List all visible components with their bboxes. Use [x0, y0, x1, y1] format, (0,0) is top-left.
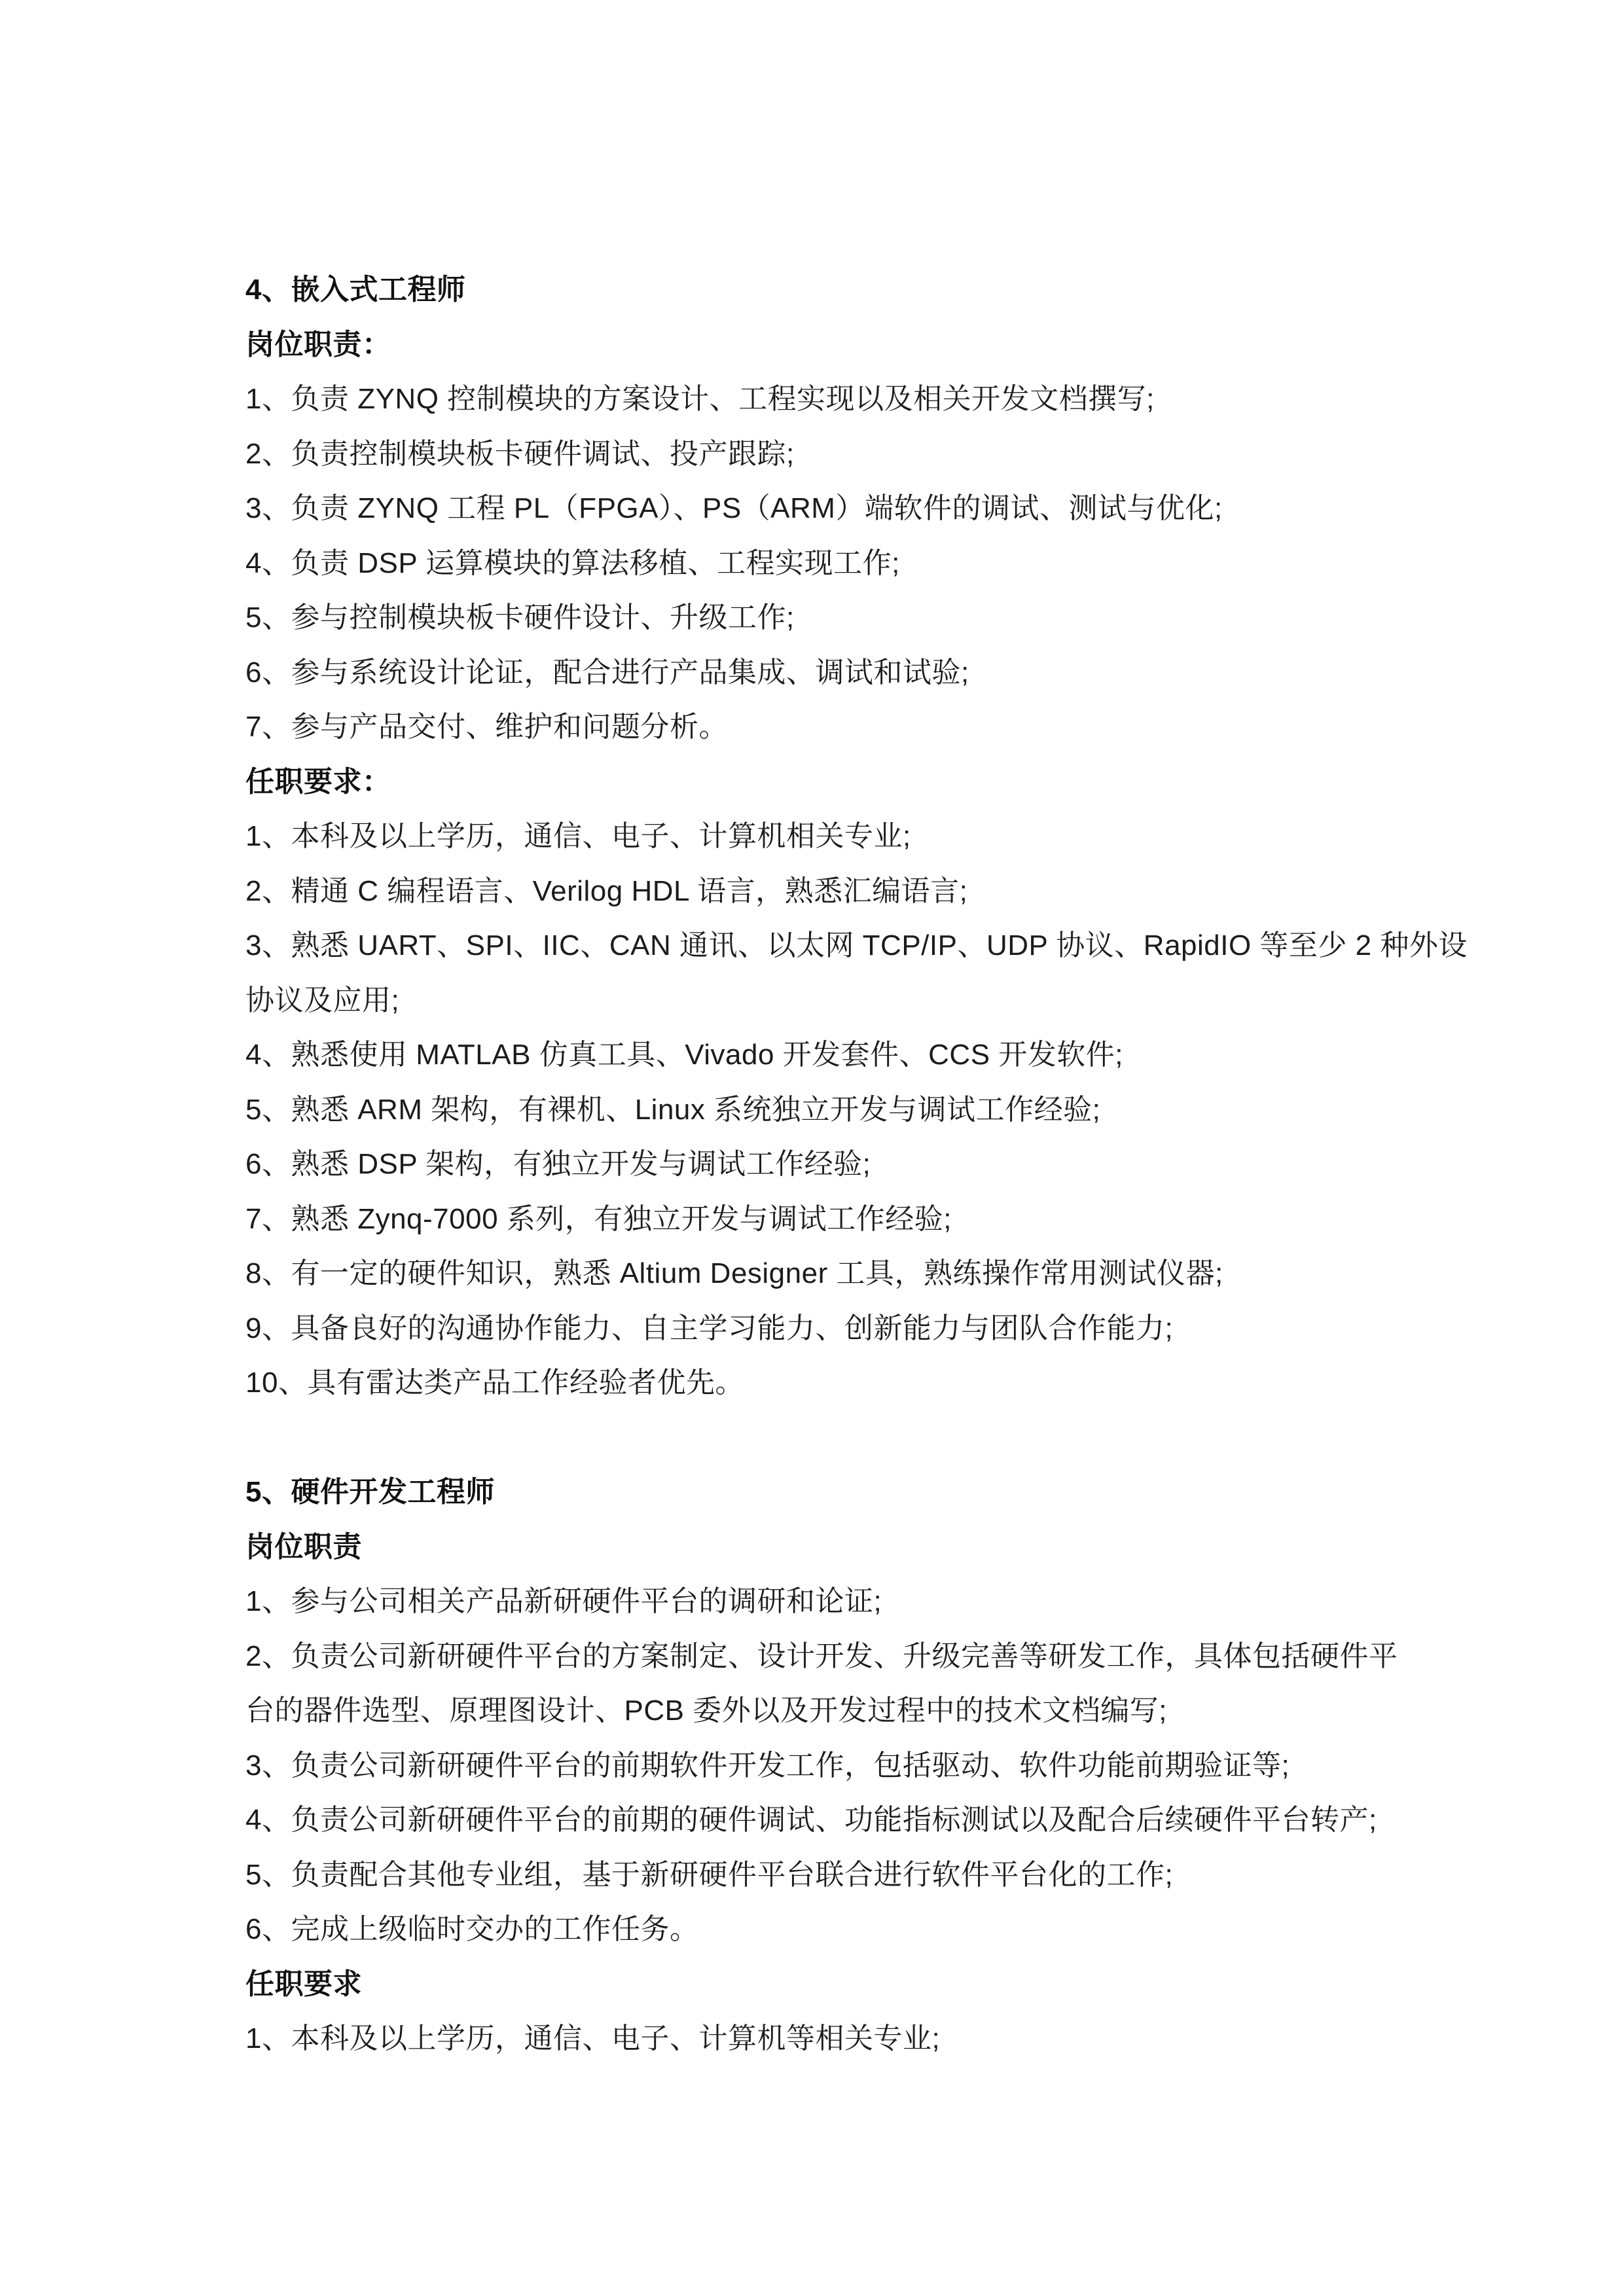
blank-line	[245, 1410, 1388, 1465]
duty-item-line: 2、负责控制模块板卡硬件调试、投产跟踪;	[245, 437, 795, 470]
requirement-item-line: 1、本科及以上学历，通信、电子、计算机等相关专业;	[245, 2022, 941, 2054]
section-4-requirements-heading: 任职要求：	[245, 765, 391, 798]
duty-item-line: 1、负责 ZYNQ 控制模块的方案设计、工程实现以及相关开发文档撰写;	[245, 383, 1155, 415]
requirement-item-wrap-line: 协议及应用;	[245, 984, 400, 1016]
requirement-item-line: 4、熟悉使用 MATLAB 仿真工具、Vivado 开发套件、CCS 开发软件;	[245, 1039, 1124, 1071]
requirement-item-line: 1、本科及以上学历，通信、电子、计算机相关专业;	[245, 820, 911, 852]
duty-item-line: 5、负责配合其他专业组，基于新研硬件平台联合进行软件平台化的工作;	[245, 1858, 1174, 1891]
duty-item-line: 6、完成上级临时交办的工作任务。	[245, 1913, 699, 1945]
duty-item-line: 3、负责公司新研硬件平台的前期软件开发工作，包括驱动、软件功能前期验证等;	[245, 1749, 1290, 1782]
requirement-item-line: 5、熟悉 ARM 架构，有裸机、Linux 系统独立开发与调试工作经验;	[245, 1093, 1101, 1126]
requirement-item-line: 6、熟悉 DSP 架构，有独立开发与调试工作经验;	[245, 1148, 871, 1180]
duty-item-wrap-line: 台的器件选型、原理图设计、PCB 委外以及开发过程中的技术文档编写;	[245, 1695, 1167, 1727]
duty-item-line: 7、参与产品交付、维护和问题分析。	[245, 711, 728, 743]
section-5-requirements-heading: 任职要求	[245, 1967, 362, 2000]
duty-item-line: 5、参与控制模块板卡硬件设计、升级工作;	[245, 601, 795, 634]
section-4-title: 4、嵌入式工程师	[245, 274, 466, 306]
section-5-duties-heading: 岗位职责	[245, 1530, 362, 1563]
requirement-item-line: 7、熟悉 Zynq-7000 系列，有独立开发与调试工作经验;	[245, 1202, 952, 1235]
document-content	[245, 262, 1468, 2066]
requirement-item-line: 2、精通 C 编程语言、Verilog HDL 语言，熟悉汇编语言;	[245, 874, 968, 907]
section-4-duties-heading: 岗位职责：	[245, 328, 391, 361]
requirement-item-line: 8、有一定的硬件知识，熟悉 Altium Designer 工具，熟练操作常用测试仪器;	[245, 1257, 1223, 1289]
requirement-item-line: 3、熟悉 UART、SPI、IIC、CAN 通讯、以太网 TCP/IP、UDP 协议、RapidIO 等至少 2 种外设	[245, 929, 1468, 961]
section-5-title: 5、硬件开发工程师	[245, 1476, 495, 1508]
requirement-item-line: 9、具备良好的沟通协作能力、自主学习能力、创新能力与团队合作能力;	[245, 1312, 1174, 1344]
requirement-item-line: 10、具有雷达类产品工作经验者优先。	[245, 1367, 744, 1399]
duty-item-line: 2、负责公司新研硬件平台的方案制定、设计开发、升级完善等研发工作，具体包括硬件平	[245, 1640, 1398, 1672]
duty-item-line: 3、负责 ZYNQ 工程 PL（FPGA）、PS（ARM）端软件的调试、测试与优化;	[245, 492, 1223, 524]
duty-item-line: 4、负责 DSP 运算模块的算法移植、工程实现工作;	[245, 547, 900, 579]
duty-item-line: 1、参与公司相关产品新研硬件平台的调研和论证;	[245, 1585, 882, 1617]
duty-item-line: 4、负责公司新研硬件平台的前期的硬件调试、功能指标测试以及配合后续硬件平台转产;	[245, 1804, 1377, 1836]
duty-item-line: 6、参与系统设计论证，配合进行产品集成、调试和试验;	[245, 656, 969, 689]
